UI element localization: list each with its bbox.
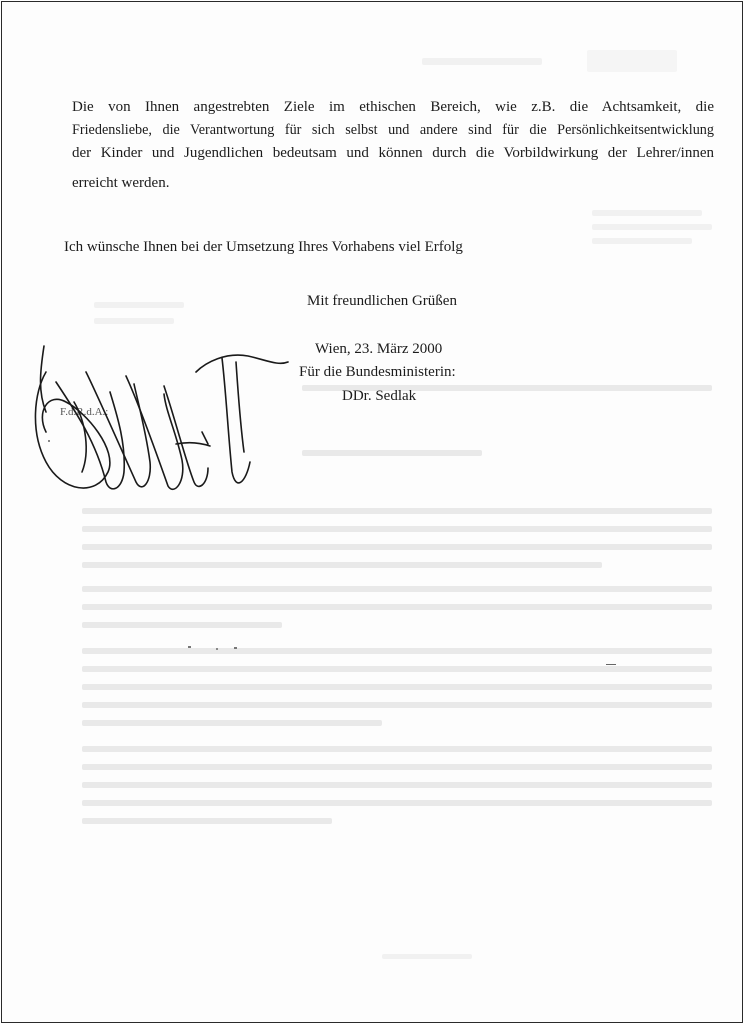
wish-line: Ich wünsche Ihnen bei der Umsetzung Ihres Vorhabens viel Erfolg: [64, 239, 463, 255]
closing-greeting: Mit freundlichen Grüßen: [307, 293, 457, 309]
scanned-letter-page: [1, 1, 743, 1023]
paragraph-line-1: Die von Ihnen angestrebten Ziele im ethischen Bereich, wie z.B. die Achtsamkeit, die: [72, 99, 714, 115]
on-behalf-line: Für die Bundesministerin:: [299, 364, 456, 380]
paragraph-line-4: erreicht werden.: [72, 175, 170, 191]
fdrda-label: F.d.R.d.A.:: [60, 406, 109, 418]
date-place: Wien, 23. März 2000: [315, 341, 443, 357]
paragraph-line-2: Friedensliebe, die Verantwortung für sich selbst und andere sind für die Persönlichkeitsentwicklung: [72, 122, 714, 138]
handwritten-signature: [26, 332, 306, 512]
paragraph-line-3: der Kinder und Jugendlichen bedeutsam und können durch die Vorbildwirkung der Lehrer/innen: [72, 145, 714, 161]
signer-name: DDr. Sedlak: [342, 388, 417, 404]
